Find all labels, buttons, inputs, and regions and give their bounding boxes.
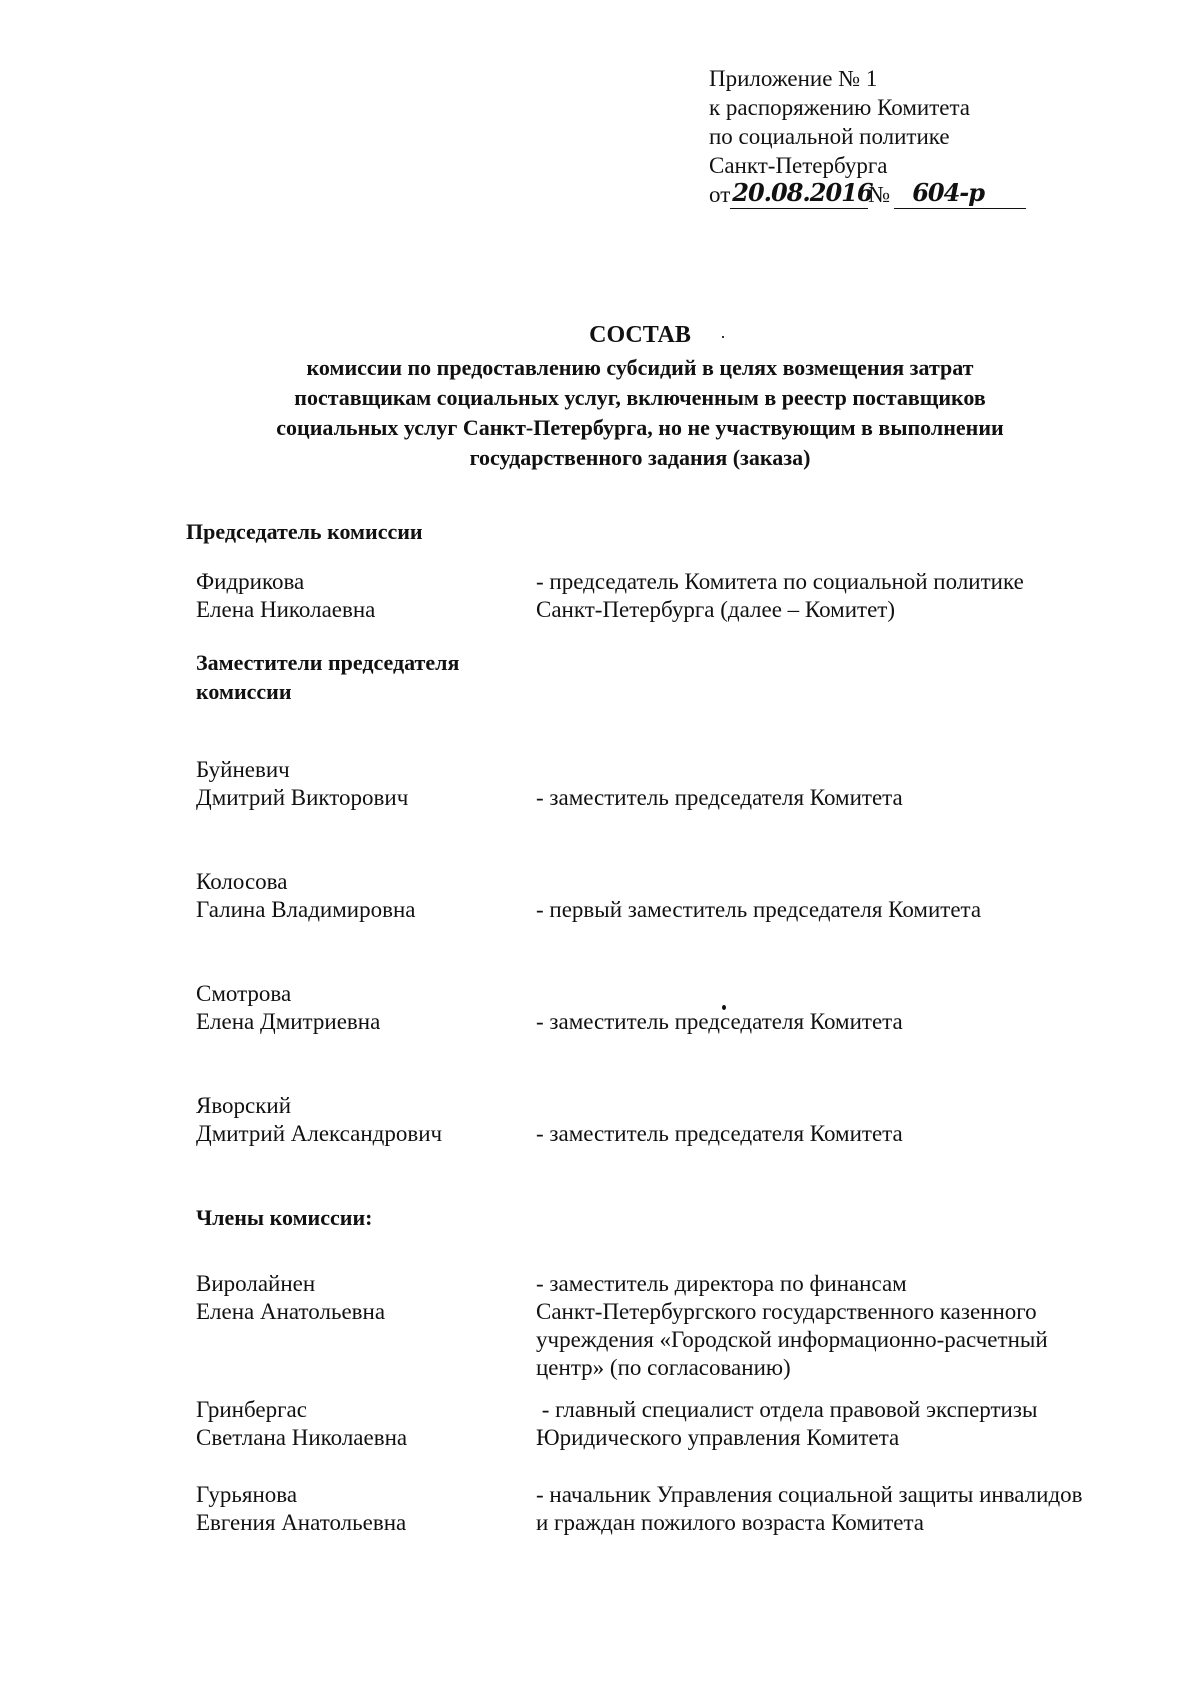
member-role-line: - заместитель директора по финансам bbox=[536, 1271, 907, 1296]
member-role-line: Санкт-Петербурга (далее – Комитет) bbox=[536, 597, 895, 622]
member-surname: Смотрова bbox=[196, 981, 292, 1006]
member-role-line: учреждения «Городской информационно-расчетный bbox=[536, 1327, 1048, 1352]
chair-heading: Председатель комиссии bbox=[186, 519, 423, 544]
document-title: СОСТАВ bbox=[589, 322, 691, 348]
member-role-line: - заместитель председателя Комитета bbox=[536, 1121, 903, 1146]
member-surname: Фидрикова bbox=[196, 569, 305, 594]
member-role-line: - первый заместитель председателя Комитета bbox=[536, 897, 982, 922]
member-given-name: Елена Николаевна bbox=[196, 597, 376, 622]
member-role-line: центр» (по согласованию) bbox=[536, 1355, 791, 1380]
title-block bbox=[200, 320, 1080, 473]
member-role-line: - начальник Управления социальной защиты инвалидов bbox=[536, 1482, 1083, 1507]
number-label: № bbox=[868, 182, 891, 207]
member-surname: Яворский bbox=[196, 1093, 292, 1118]
deputies-heading-line: комиссии bbox=[196, 679, 292, 704]
date-number-line bbox=[709, 180, 1026, 209]
member-given-name: Галина Владимировна bbox=[196, 897, 416, 922]
date-prefix: от bbox=[709, 182, 731, 207]
subtitle-line: государственного задания (заказа) bbox=[469, 445, 811, 470]
appendix-line: к распоряжению Комитета bbox=[709, 95, 970, 120]
number-field bbox=[894, 178, 1026, 209]
members-heading: Члены комиссии: bbox=[196, 1205, 373, 1230]
member-surname: Виролайнен bbox=[196, 1271, 316, 1296]
deputies-heading bbox=[196, 648, 459, 706]
appendix-line: Санкт-Петербурга bbox=[709, 153, 888, 178]
member-role-line: - главный специалист отдела правовой экспертизы bbox=[536, 1397, 1038, 1422]
member-surname: Гурьянова bbox=[196, 1482, 298, 1507]
member-surname: Гринбергас bbox=[196, 1397, 307, 1422]
member-role-line: - заместитель председателя Комитета bbox=[536, 1009, 903, 1034]
member-role-line: - заместитель председателя Комитета bbox=[536, 785, 903, 810]
appendix-line: Приложение № 1 bbox=[709, 66, 878, 91]
member-given-name: Евгения Анатольевна bbox=[196, 1510, 407, 1535]
member-given-name: Елена Анатольевна bbox=[196, 1299, 386, 1324]
handwritten-number: 604-р bbox=[912, 178, 985, 207]
member-given-name: Светлана Николаевна bbox=[196, 1425, 408, 1450]
member-role-line: - председатель Комитета по социальной политике bbox=[536, 569, 1024, 594]
appendix-line: по социальной политике bbox=[709, 124, 950, 149]
member-role-line: и граждан пожилого возраста Комитета bbox=[536, 1510, 925, 1535]
appendix-header bbox=[709, 64, 1026, 209]
subtitle-line: поставщикам социальных услуг, включенным в реестр поставщиков bbox=[294, 385, 986, 410]
member-given-name: Дмитрий Александрович bbox=[196, 1121, 443, 1146]
date-field bbox=[730, 178, 873, 209]
subtitle-line: социальных услуг Санкт-Петербурга, но не участвующим в выполнении bbox=[276, 415, 1004, 440]
member-given-name: Дмитрий Викторович bbox=[196, 785, 409, 810]
member-surname: Буйневич bbox=[196, 757, 290, 782]
subtitle-line: комиссии по предоставлению субсидий в целях возмещения затрат bbox=[306, 355, 974, 380]
member-surname: Колосова bbox=[196, 869, 288, 894]
deputies-heading-line: Заместители председателя bbox=[196, 650, 460, 675]
member-role-line: Санкт-Петербургского государственного казенного bbox=[536, 1299, 1037, 1324]
handwritten-date: 20.08.2016 bbox=[732, 178, 873, 207]
member-role-line: Юридического управления Комитета bbox=[536, 1425, 900, 1450]
member-given-name: Елена Дмитриевна bbox=[196, 1009, 381, 1034]
